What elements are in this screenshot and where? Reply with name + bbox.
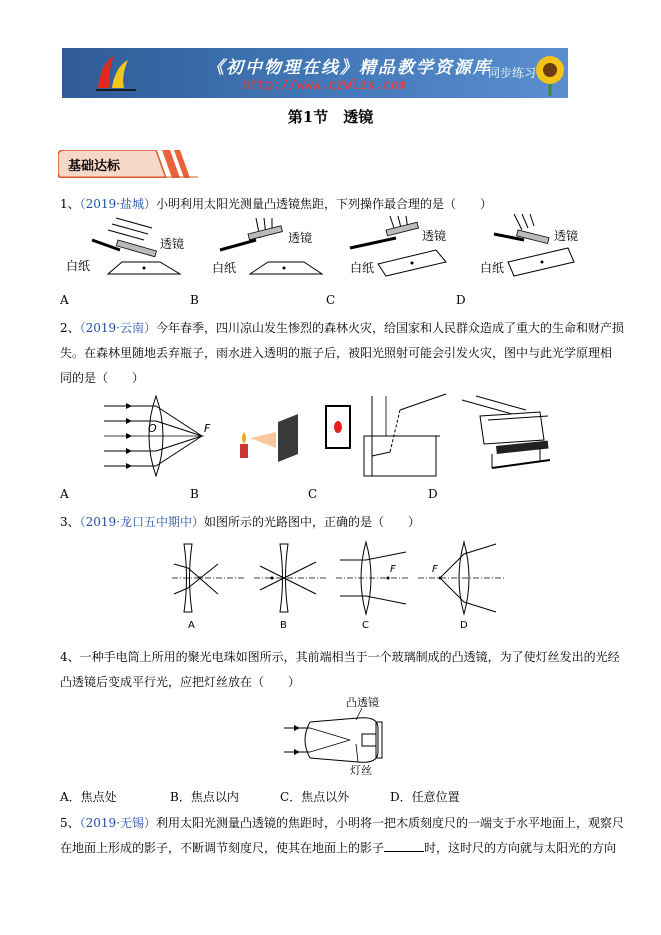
question-source: （2019·云南） xyxy=(79,321,156,335)
figure-1a xyxy=(66,218,184,274)
f-label: F xyxy=(204,422,211,435)
figure-3d-label: D xyxy=(460,620,468,630)
sunflower-icon xyxy=(532,50,568,96)
lens-label: 透镜 xyxy=(422,229,447,243)
paper-label: 白纸 xyxy=(212,261,237,275)
paper-label: 白纸 xyxy=(480,261,505,275)
filament-label: 灯丝 xyxy=(350,764,372,777)
option-2d: D xyxy=(428,487,438,501)
figure-3d xyxy=(418,542,506,630)
question-source: （2019·无锡） xyxy=(79,816,156,830)
option-1d: D xyxy=(456,293,466,307)
figure-3a xyxy=(172,544,244,630)
question-1-figure xyxy=(60,212,600,284)
question-5-line-1 xyxy=(60,814,624,831)
f-label: F xyxy=(432,564,438,575)
option-2a: A xyxy=(60,487,69,501)
question-number: 2、 xyxy=(60,321,80,335)
question-2-line-2: 失。在森林里随地丢弃瓶子，雨水进入透明的瓶子后，被阳光照射可能会引发火灾，图中与此光学原理相 xyxy=(60,346,613,360)
figure-1b xyxy=(212,218,322,275)
figure-3b-label: B xyxy=(280,620,287,630)
banner-url: http://www.czwlzx.com xyxy=(242,78,407,93)
paper-label: 白纸 xyxy=(350,261,375,275)
question-3-figure xyxy=(170,538,510,630)
option-4c: C．焦点以外 xyxy=(280,790,350,804)
question-4-line-2: 凸透镜后变成平行光，应把灯丝放在（ ） xyxy=(60,675,301,689)
figure-2a xyxy=(104,396,211,476)
figure-3c-label: C xyxy=(362,620,369,630)
figure-3a-label: A xyxy=(188,620,195,630)
answer-blank[interactable] xyxy=(384,841,424,852)
question-2-line-3: 同的是（ ） xyxy=(60,371,145,385)
question-2-figure xyxy=(100,392,570,478)
option-1a: A xyxy=(60,293,69,307)
logo-icon xyxy=(92,52,142,94)
banner-sync-label: 同步练习 xyxy=(488,66,537,80)
paper-label: 白纸 xyxy=(66,259,91,273)
header-banner xyxy=(62,48,568,98)
question-text: 今年春季，四川凉山发生惨烈的森林火灾，给国家和人民群众造成了重大的生命和财产损 xyxy=(156,321,625,335)
figure-1d xyxy=(480,214,578,276)
question-text: 利用太阳光测量凸透镜的焦距时，小明将一把木质刻度尺的一端支于水平地面上，观察尺 xyxy=(156,816,625,830)
lens-label: 透镜 xyxy=(288,231,313,245)
option-4d: D．任意位置 xyxy=(390,790,460,804)
figure-2c xyxy=(326,406,350,448)
question-source: （2019·盐城） xyxy=(79,197,156,211)
question-number: 1、 xyxy=(60,197,80,211)
figure-1c xyxy=(350,216,446,276)
banner-title: 《初中物理在线》精品教学资源库 xyxy=(207,58,492,78)
figure-3c xyxy=(336,542,408,630)
question-source: （2019·龙口五中期中） xyxy=(79,515,204,529)
option-1c: C xyxy=(326,293,336,307)
question-4-figure xyxy=(280,694,410,780)
question-text: 小明利用太阳光测量凸透镜焦距，下列操作最合理的是（ ） xyxy=(156,197,493,211)
option-2c: C xyxy=(308,487,318,501)
question-3 xyxy=(60,513,420,530)
f-label: F xyxy=(390,564,396,575)
question-number: 3、 xyxy=(60,515,80,529)
question-2-line-1 xyxy=(60,319,624,336)
question-4-line-1 xyxy=(60,648,620,665)
lens-label: 透镜 xyxy=(554,229,579,243)
figure-3b xyxy=(254,544,326,630)
figure-2b xyxy=(240,414,298,462)
question-number: 4、 xyxy=(60,650,80,664)
question-1 xyxy=(60,195,492,212)
o-label: O xyxy=(148,422,157,435)
convex-lens-label: 凸透镜 xyxy=(346,696,379,709)
question-text: 如图所示的光路图中，正确的是（ ） xyxy=(204,515,421,529)
question-text: 时，这时尺的方向就与太阳光的方向 xyxy=(424,841,617,855)
figure-2e xyxy=(462,396,550,468)
lens-label: 透镜 xyxy=(160,237,185,251)
basic-level-tag xyxy=(58,150,198,178)
section-title: 第1节 透镜 xyxy=(287,108,374,126)
question-number: 5、 xyxy=(60,816,80,830)
question-5-line-2 xyxy=(60,839,616,856)
option-2b: B xyxy=(190,487,199,501)
option-4b: B．焦点以内 xyxy=(170,790,239,804)
tag-label: 基础达标 xyxy=(68,159,121,174)
figure-2d xyxy=(364,394,446,476)
question-text: 一种手电筒上所用的聚光电珠如图所示，其前端相当于一个玻璃制成的凸透镜，为了使灯丝发出的光经 xyxy=(79,650,620,664)
question-text: 在地面上形成的影子，不断调节刻度尺，使其在地面上的影子 xyxy=(60,841,385,855)
option-1b: B xyxy=(190,293,199,307)
option-4a: A．焦点处 xyxy=(60,790,117,804)
